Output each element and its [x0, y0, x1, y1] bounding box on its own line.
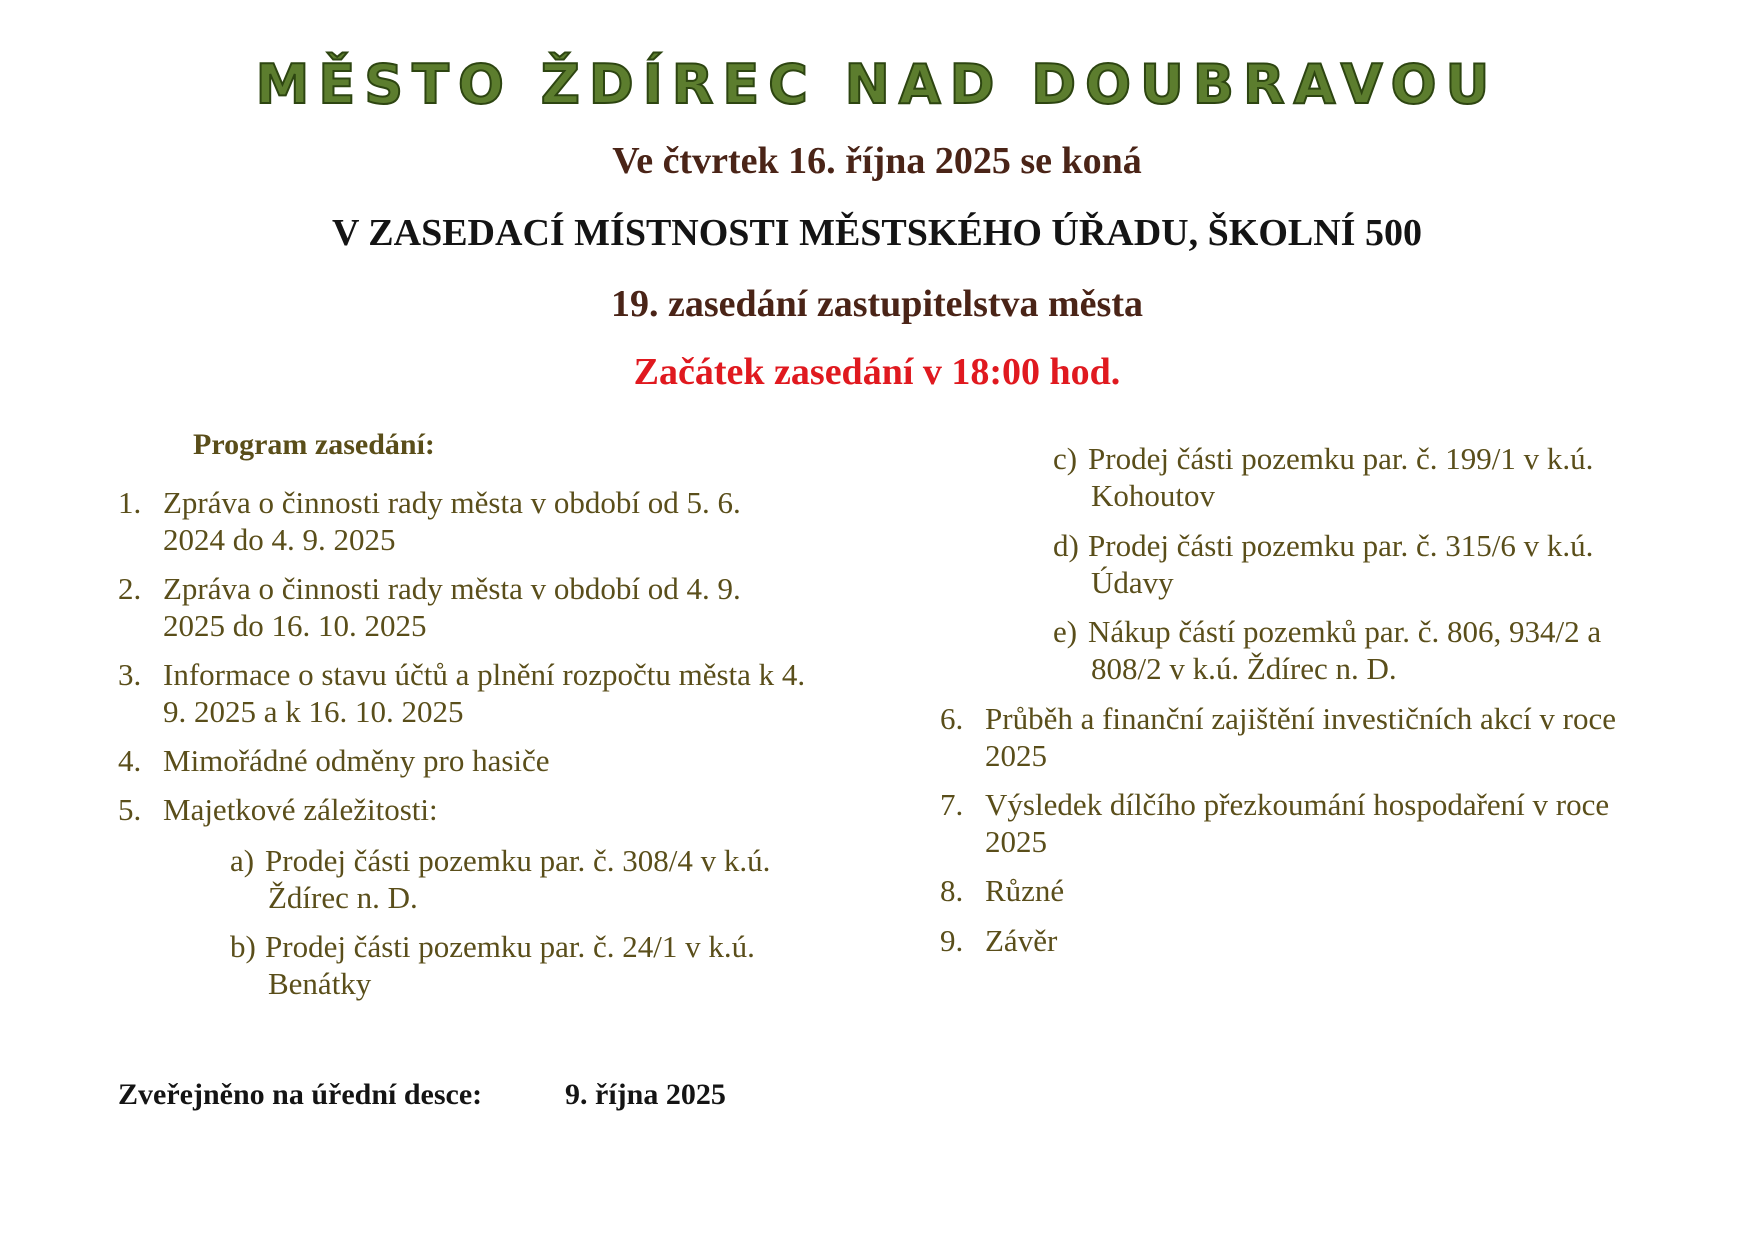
program-subitem-text: Nákup částí pozemků par. č. 806, 934/2 a	[1088, 614, 1602, 649]
program-subitem-text-continued: 808/2 v k.ú. Ždírec n. D.	[1091, 651, 1397, 686]
program-item-number: 7.	[940, 787, 964, 822]
program-item-text: Mimořádné odměny pro hasiče	[163, 743, 550, 778]
program-subitem-text-continued: Údavy	[1091, 565, 1174, 600]
meeting-place-line: V ZASEDACÍ MÍSTNOSTI MĚSTSKÉHO ÚŘADU, ŠKOLNÍ 500	[332, 212, 1422, 254]
program-item-text: Výsledek dílčího přezkoumání hospodaření v roce	[985, 787, 1610, 822]
published-date: 9. října 2025	[565, 1078, 726, 1111]
program-item-text-continued: 2024 do 4. 9. 2025	[163, 522, 396, 557]
program-item-text-continued: 2025 do 16. 10. 2025	[163, 608, 427, 643]
program-subitem-text-continued: Kohoutov	[1091, 478, 1215, 513]
program-item-number: 5.	[118, 792, 142, 827]
published-label: Zveřejněno na úřední desce:	[118, 1078, 483, 1111]
program-item-text: Zpráva o činnosti rady města v období od 5. 6.	[163, 485, 741, 520]
program-item-text: Různé	[985, 873, 1065, 908]
program-item-number: 8.	[940, 873, 964, 908]
program-subitem-letter: e)	[1053, 614, 1078, 649]
program-subitem-text: Prodej části pozemku par. č. 24/1 v k.ú.	[265, 929, 755, 964]
program-subitem-text-continued: Benátky	[268, 966, 372, 1001]
program-subitem-letter: a)	[230, 843, 255, 878]
program-item-number: 2.	[118, 571, 142, 606]
meeting-start-time: Začátek zasedání v 18:00 hod.	[633, 351, 1121, 393]
program-subitem-letter: b)	[230, 929, 256, 964]
program-subitem-text: Prodej části pozemku par. č. 315/6 v k.ú.	[1088, 528, 1594, 563]
meeting-date-line: Ve čtvrtek 16. října 2025 se koná	[612, 140, 1142, 182]
program-item-text-continued: 2025	[985, 824, 1047, 859]
program-item-text: Majetkové záležitosti:	[163, 792, 438, 827]
program-item-number: 6.	[940, 701, 964, 736]
program-item-text: Zpráva o činnosti rady města v období od 4. 9.	[163, 571, 741, 606]
program-subitem-text-continued: Ždírec n. D.	[268, 880, 418, 915]
program-item-text-continued: 9. 2025 a k 16. 10. 2025	[163, 694, 464, 729]
program-subitem-text: Prodej části pozemku par. č. 308/4 v k.ú.	[265, 843, 771, 878]
program-subitem-letter: c)	[1053, 441, 1078, 476]
program-item-number: 4.	[118, 743, 142, 778]
program-item-text: Průběh a finanční zajištění investičních akcí v roce	[985, 701, 1616, 736]
city-title: MĚSTO ŽDÍREC NAD DOUBRAVOU	[255, 53, 1499, 116]
program-item-text-continued: 2025	[985, 738, 1047, 773]
program-item-number: 3.	[118, 657, 142, 692]
program-heading: Program zasedání:	[193, 428, 435, 461]
program-subitem-text: Prodej části pozemku par. č. 199/1 v k.ú.	[1088, 441, 1594, 476]
program-item-text: Závěr	[985, 923, 1058, 958]
meeting-title-line: 19. zasedání zastupitelstva města	[611, 283, 1143, 325]
program-item-text: Informace o stavu účtů a plnění rozpočtu města k 4.	[163, 657, 806, 692]
program-item-number: 1.	[118, 485, 142, 520]
program-item-number: 9.	[940, 923, 964, 958]
program-subitem-letter: d)	[1053, 528, 1079, 563]
